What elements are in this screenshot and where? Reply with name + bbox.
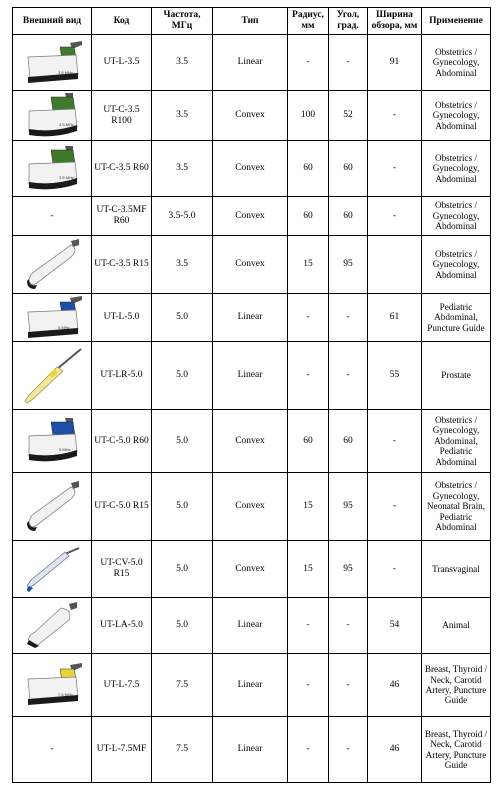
cell-type: Convex [213, 91, 288, 141]
probe-label: 7.5 MHz [58, 692, 73, 697]
header-appearance: Внешний вид [13, 8, 92, 35]
micro-convex-probe-icon [21, 481, 83, 533]
cell-appearance [13, 473, 92, 541]
cell-angle: 95 [329, 236, 368, 294]
cell-angle: 60 [329, 197, 368, 236]
cell-code: UT-C-3.5MF R60 [92, 197, 152, 236]
cell-code: UT-L-5.0 [92, 294, 152, 342]
cell-appearance [13, 141, 92, 197]
cell-radius: 60 [288, 410, 329, 473]
cell-width: - [368, 141, 422, 197]
cell-radius: 15 [288, 473, 329, 541]
cell-type: Linear [213, 35, 288, 91]
transvaginal-probe-icon [21, 544, 83, 594]
cell-type: Convex [213, 410, 288, 473]
cell-appearance: - [13, 197, 92, 236]
cell-angle: 52 [329, 91, 368, 141]
cell-appearance: - [13, 717, 92, 783]
cell-angle: 60 [329, 141, 368, 197]
animal-probe-icon [21, 602, 83, 650]
cell-frequency: 5.0 [152, 410, 213, 473]
convex-probe-icon [21, 418, 83, 464]
cell-code: UT-LA-5.0 [92, 598, 152, 654]
convex-probe-icon [21, 93, 83, 139]
probe-spec-table-container [12, 7, 490, 783]
cell-angle: 95 [329, 541, 368, 598]
cell-width: - [368, 541, 422, 598]
header-frequency: Частота, МГц [152, 8, 213, 35]
table-row [13, 541, 491, 598]
table-row [13, 236, 491, 294]
header-angle: Угол, град. [329, 8, 368, 35]
cell-appearance [13, 410, 92, 473]
probe-label: 3.5 MHz [58, 69, 73, 75]
cell-code: UT-L-3.5 [92, 35, 152, 91]
probe-label: 5 MHz [59, 447, 71, 452]
probe-spec-table [12, 7, 491, 783]
cell-radius: 100 [288, 91, 329, 141]
cell-width: - [368, 410, 422, 473]
cell-radius: 60 [288, 141, 329, 197]
cell-frequency: 3.5 [152, 91, 213, 141]
cell-angle: - [329, 35, 368, 91]
micro-convex-probe-icon [21, 239, 83, 291]
cell-appearance [13, 35, 92, 91]
cell-radius: 15 [288, 236, 329, 294]
cell-application: Obstetrics / Gynecology, Abdominal [422, 35, 491, 91]
cell-type: Convex [213, 197, 288, 236]
header-type: Тип [213, 8, 288, 35]
cell-radius: - [288, 342, 329, 410]
table-row [13, 141, 491, 197]
cell-code: UT-C-3.5 R60 [92, 141, 152, 197]
cell-angle: 95 [329, 473, 368, 541]
table-row [13, 717, 491, 783]
table-row [13, 294, 491, 342]
cell-type: Linear [213, 654, 288, 717]
cell-code: UT-C-3.5 R100 [92, 91, 152, 141]
probe-label: 3.5 MHz [59, 174, 74, 180]
cell-frequency: 5.0 [152, 294, 213, 342]
cell-type: Convex [213, 541, 288, 598]
cell-appearance [13, 598, 92, 654]
cell-radius: 60 [288, 197, 329, 236]
endorectal-probe-icon [19, 345, 85, 407]
cell-application: Obstetrics / Gynecology, Abdominal [422, 141, 491, 197]
cell-frequency: 3.5 [152, 141, 213, 197]
cell-code: UT-C-3.5 R15 [92, 236, 152, 294]
cell-frequency: 5.0 [152, 598, 213, 654]
table-row [13, 91, 491, 141]
cell-width [368, 236, 422, 294]
cell-code: UT-C-5.0 R15 [92, 473, 152, 541]
cell-angle: 60 [329, 410, 368, 473]
cell-appearance [13, 91, 92, 141]
linear-probe-icon [20, 663, 84, 707]
header-radius: Радиус, мм [288, 8, 329, 35]
cell-frequency: 5.0 [152, 473, 213, 541]
cell-application: Transvaginal [422, 541, 491, 598]
cell-appearance [13, 236, 92, 294]
cell-angle: - [329, 717, 368, 783]
cell-frequency: 3.5 [152, 35, 213, 91]
cell-width: - [368, 91, 422, 141]
cell-application: Breast, Thyroid / Neck, Carotid Artery, Puncture Guide [422, 717, 491, 783]
cell-width: 55 [368, 342, 422, 410]
cell-application: Obstetrics / Gynecology, Neonatal Brain, Pediatric Abdominal [422, 473, 491, 541]
table-row [13, 410, 491, 473]
probe-label: 3.5 MHz [59, 121, 74, 127]
header-code: Код [92, 8, 152, 35]
table-row [13, 473, 491, 541]
cell-application: Obstetrics / Gynecology, Abdominal [422, 91, 491, 141]
probe-label: 5 MHz [58, 324, 70, 330]
cell-type: Convex [213, 236, 288, 294]
table-row [13, 342, 491, 410]
cell-type: Convex [213, 473, 288, 541]
cell-application: Animal [422, 598, 491, 654]
cell-angle: - [329, 342, 368, 410]
cell-radius: - [288, 717, 329, 783]
cell-angle: - [329, 654, 368, 717]
cell-appearance [13, 541, 92, 598]
cell-width: 54 [368, 598, 422, 654]
cell-angle: - [329, 598, 368, 654]
linear-probe-icon [20, 41, 84, 85]
table-row [13, 598, 491, 654]
cell-code: UT-L-7.5MF [92, 717, 152, 783]
cell-frequency: 3.5-5.0 [152, 197, 213, 236]
cell-width: 61 [368, 294, 422, 342]
cell-width: 46 [368, 654, 422, 717]
cell-application: Pediatric Abdominal, Puncture Guide [422, 294, 491, 342]
cell-radius: 15 [288, 541, 329, 598]
cell-width: 46 [368, 717, 422, 783]
cell-code: UT-C-5.0 R60 [92, 410, 152, 473]
table-row [13, 654, 491, 717]
table-row [13, 197, 491, 236]
cell-appearance [13, 342, 92, 410]
cell-application: Obstetrics / Gynecology, Abdominal [422, 236, 491, 294]
cell-application: Obstetrics / Gynecology, Abdominal [422, 197, 491, 236]
convex-probe-icon [21, 146, 83, 192]
cell-type: Linear [213, 294, 288, 342]
cell-frequency: 5.0 [152, 342, 213, 410]
header-width: Ширина обзора, мм [368, 8, 422, 35]
table-row [13, 35, 491, 91]
cell-type: Linear [213, 342, 288, 410]
header-application: Применение [422, 8, 491, 35]
cell-code: UT-LR-5.0 [92, 342, 152, 410]
cell-type: Linear [213, 598, 288, 654]
cell-application: Prostate [422, 342, 491, 410]
cell-frequency: 7.5 [152, 654, 213, 717]
cell-application: Breast, Thyroid / Neck, Carotid Artery, Puncture Guide [422, 654, 491, 717]
cell-appearance [13, 294, 92, 342]
cell-angle: - [329, 294, 368, 342]
cell-width: - [368, 197, 422, 236]
cell-appearance [13, 654, 92, 717]
cell-application: Obstetrics / Gynecology, Abdominal, Pediatric Abdominal [422, 410, 491, 473]
cell-width: - [368, 473, 422, 541]
cell-radius: - [288, 654, 329, 717]
cell-radius: - [288, 35, 329, 91]
cell-code: UT-CV-5.0 R15 [92, 541, 152, 598]
cell-radius: - [288, 294, 329, 342]
cell-code: UT-L-7.5 [92, 654, 152, 717]
cell-type: Convex [213, 141, 288, 197]
linear-probe-icon [20, 296, 84, 340]
cell-type: Linear [213, 717, 288, 783]
cell-radius: - [288, 598, 329, 654]
cell-frequency: 7.5 [152, 717, 213, 783]
header-row [13, 8, 491, 35]
cell-frequency: 5.0 [152, 541, 213, 598]
cell-width: 91 [368, 35, 422, 91]
cell-frequency: 3.5 [152, 236, 213, 294]
